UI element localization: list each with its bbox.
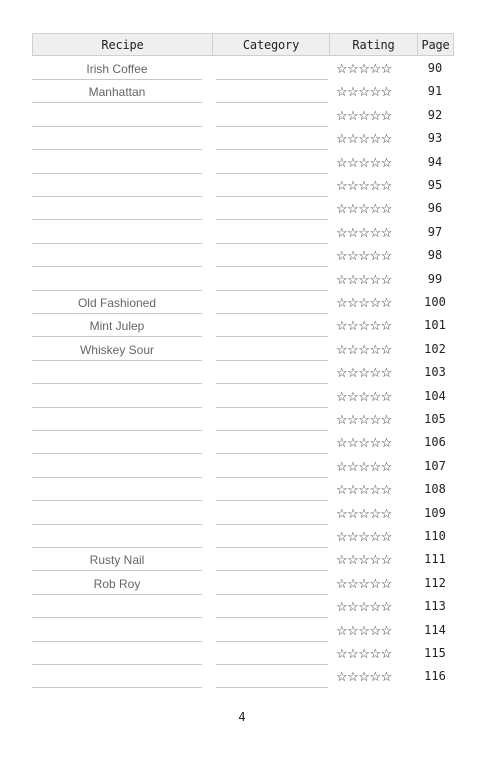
recipe-name-field[interactable] [32,478,202,501]
category-field[interactable] [216,361,328,384]
table-row [0,80,484,103]
page-number-cell: 97 [427,224,443,239]
header-page: Page [421,38,450,52]
category-field[interactable] [216,244,328,267]
recipe-name-field[interactable] [32,127,202,150]
table-row [0,268,484,291]
page-number-cell: 94 [427,154,443,169]
page-number-cell: 93 [427,131,443,146]
star-rating[interactable]: ☆☆☆☆☆ [336,435,392,451]
recipe-name-field[interactable] [32,525,202,548]
recipe-name-field[interactable]: Whiskey Sour [32,338,202,361]
category-field[interactable] [216,268,328,291]
page-number-cell: 103 [424,365,446,380]
recipe-name-field[interactable] [32,385,202,408]
recipe-name-field[interactable] [32,104,202,127]
category-field[interactable] [216,572,328,595]
recipe-name-field[interactable] [32,595,202,618]
page-number-cell: 96 [427,201,443,216]
page-number-cell: 91 [427,84,443,99]
table-row [0,572,484,595]
category-field[interactable] [216,221,328,244]
star-rating[interactable]: ☆☆☆☆☆ [336,341,392,357]
category-field[interactable] [216,197,328,220]
recipe-name-field[interactable] [32,642,202,665]
category-field[interactable] [216,642,328,665]
recipe-name-field[interactable]: Manhattan [32,80,202,103]
star-rating[interactable]: ☆☆☆☆☆ [336,552,392,568]
recipe-name-field[interactable] [32,502,202,525]
category-field[interactable] [216,619,328,642]
page-number-cell: 116 [424,669,446,684]
table-row [0,431,484,454]
category-field[interactable] [216,127,328,150]
star-rating[interactable]: ☆☆☆☆☆ [336,154,392,170]
table-row [0,619,484,642]
category-field[interactable] [216,104,328,127]
table-row [0,314,484,337]
star-rating[interactable]: ☆☆☆☆☆ [336,599,392,615]
recipe-name-field[interactable]: Irish Coffee [32,57,202,80]
star-rating[interactable]: ☆☆☆☆☆ [336,107,392,123]
table-row [0,361,484,384]
recipe-name-field[interactable]: Rob Roy [32,572,202,595]
recipe-name-field[interactable] [32,197,202,220]
recipe-name-field[interactable] [32,455,202,478]
category-field[interactable] [216,502,328,525]
page-number-cell: 90 [427,61,443,75]
category-field[interactable] [216,665,328,688]
star-rating[interactable]: ☆☆☆☆☆ [336,458,392,474]
category-field[interactable] [216,595,328,618]
recipe-name-field[interactable] [32,151,202,174]
table-row [0,502,484,525]
star-rating[interactable]: ☆☆☆☆☆ [336,646,392,661]
star-rating[interactable]: ☆☆☆☆☆ [336,84,392,100]
page-number-cell: 99 [427,271,443,286]
star-rating[interactable]: ☆☆☆☆☆ [336,412,392,427]
table-row [0,385,484,408]
page-number-cell: 110 [424,529,446,543]
table-row [0,525,484,548]
page-number-cell: 115 [424,646,446,660]
table-row [0,665,484,688]
recipe-name-field[interactable] [32,268,202,291]
table-row [0,151,484,174]
table-row [0,455,484,478]
category-field[interactable] [216,338,328,361]
page-number-cell: 98 [427,248,443,263]
page-number-cell: 100 [424,295,446,309]
header-category: Category [242,38,300,52]
recipe-name-field[interactable] [32,408,202,431]
table-row [0,595,484,618]
star-rating[interactable]: ☆☆☆☆☆ [336,669,392,685]
table-row [0,174,484,197]
table-row [0,57,484,80]
table-row [0,244,484,267]
table-row [0,478,484,501]
page-number-cell: 95 [427,178,443,192]
star-rating[interactable]: ☆☆☆☆☆ [336,248,392,264]
star-rating[interactable]: ☆☆☆☆☆ [336,318,392,334]
category-field[interactable] [216,57,328,80]
star-rating[interactable]: ☆☆☆☆☆ [336,505,392,521]
category-field[interactable] [216,291,328,314]
category-field[interactable] [216,408,328,431]
star-rating[interactable]: ☆☆☆☆☆ [336,61,392,76]
page-number-cell: 104 [424,388,446,403]
star-rating[interactable]: ☆☆☆☆☆ [336,365,392,381]
category-field[interactable] [216,478,328,501]
page-number-cell: 92 [427,107,443,122]
page-number-cell: 111 [424,552,446,567]
table-row [0,127,484,150]
page-number: 4 [238,710,246,724]
recipe-name-field[interactable] [32,361,202,384]
table-row [0,548,484,571]
category-field[interactable] [216,80,328,103]
category-field[interactable] [216,455,328,478]
star-rating[interactable]: ☆☆☆☆☆ [336,482,392,498]
recipe-name-field[interactable]: Old Fashioned [32,291,202,314]
recipe-name-field[interactable] [32,174,202,197]
category-field[interactable] [216,385,328,408]
page-number-cell: 102 [424,341,446,356]
page-number-cell: 114 [424,622,446,637]
star-rating[interactable]: ☆☆☆☆☆ [336,529,392,544]
table-row [0,221,484,244]
page-number-cell: 108 [424,482,446,497]
star-rating[interactable]: ☆☆☆☆☆ [336,388,392,404]
page-number-cell: 107 [424,458,446,473]
recipe-name-field[interactable] [32,431,202,454]
page-number-cell: 105 [424,412,446,426]
category-field[interactable] [216,151,328,174]
table-row [0,338,484,361]
recipe-name-field[interactable]: Mint Julep [32,314,202,337]
table-header [32,33,454,56]
page-number-cell: 112 [424,575,446,590]
table-row [0,104,484,127]
recipe-name-field[interactable] [32,619,202,642]
star-rating[interactable]: ☆☆☆☆☆ [336,131,392,147]
table-row [0,642,484,665]
table-row [0,408,484,431]
star-rating[interactable]: ☆☆☆☆☆ [336,224,392,240]
header-rating: Rating [352,38,395,52]
page-number-cell: 109 [424,505,446,520]
star-rating[interactable]: ☆☆☆☆☆ [336,271,392,287]
star-rating[interactable]: ☆☆☆☆☆ [336,201,392,217]
category-field[interactable] [216,431,328,454]
table-row [0,197,484,220]
category-field[interactable] [216,548,328,571]
page-number-cell: 113 [424,599,446,614]
star-rating[interactable]: ☆☆☆☆☆ [336,575,392,591]
header-recipe: Recipe [101,38,144,52]
star-rating[interactable]: ☆☆☆☆☆ [336,622,392,638]
page-number-cell: 106 [424,435,446,450]
category-field[interactable] [216,525,328,548]
category-field[interactable] [216,314,328,337]
star-rating[interactable]: ☆☆☆☆☆ [336,178,392,193]
recipe-name-field[interactable] [32,665,202,688]
recipe-name-field[interactable]: Rusty Nail [32,548,202,571]
table-row [0,291,484,314]
page-number-cell: 101 [424,318,446,333]
recipe-name-field[interactable] [32,221,202,244]
star-rating[interactable]: ☆☆☆☆☆ [336,295,392,310]
category-field[interactable] [216,174,328,197]
recipe-name-field[interactable] [32,244,202,267]
